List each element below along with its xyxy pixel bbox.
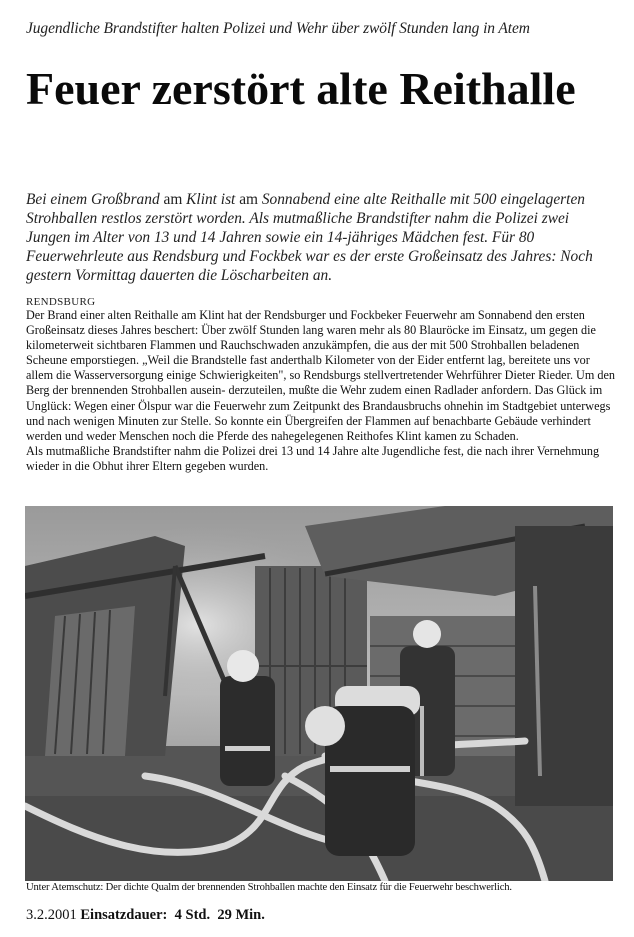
body-paragraph: Als mutmaßliche Brandstifter nahm die Polizei drei 13 und 14 Jahre alte Jugendliche fest, die nach ihrer Vernehmung wieder in die Obhut ihrer Eltern gegeben wurden. [26, 443, 600, 473]
lead-part: am [159, 191, 187, 208]
lead-part: am [235, 191, 262, 208]
body-paragraph: Der Brand einer alten Reithalle am Klint hat der Rendsburger und Fockbeker Feuerwehr am Sonnabend den ersten Großeinsatz dieses Jahres beschert: Über zwölf Stunden lang waren mehr als 80 Blauröcke im Einsatz, um gegen die kilometerweit sichtbaren Flammen und Rauchschwaden anzukämpfen, die aus der mit 500 Strohballen beladenen Scheune emporstiegen. „Weil die Brandstelle fast anderthalb Kilometer von der Eider entfernt lag, bereitete uns vor allem die Wasserversorgung einige Schwierigkeiten", so Rendsburgs stellvertretender Wehrführer Dieter Rieder. Um den Berg der brennenden Strohballen ausein- derzuteilen, mußte die Wehr zudem einen Radlader anfordern. Das Glück im Unglück: Wegen einer Ölspur war die Feuerwehr zum Zeitpunkt des Brandausbruchs ohnehin im Stadtgebiet unterwegs und nach wenigen Minuten zur Stelle. So konnte ein Übergreifen der Flammen auf benachbarte Gebäude verhindert werden und weder Menschen noch die Pferde des nahegelegenen Reithofes Klint kamen zu Schaden. [26, 308, 615, 443]
photo-illustration [25, 506, 613, 881]
lead-part: Bei einem Großbrand [26, 191, 160, 208]
article-kicker: Jugendliche Brandstifter halten Polizei und Wehr über zwölf Stunden lang in Atem [26, 20, 530, 37]
article-body [26, 308, 616, 474]
footer-date: 3.2.2001 [26, 907, 77, 923]
article-dateline: RENDSBURG [26, 296, 96, 308]
fire-scene-photo [25, 506, 613, 881]
article-headline: Feuer zerstört alte Reithalle [26, 63, 576, 114]
lead-part: Sonnabend eine alte Reithalle mit 500 eingelagerten Strohballen restlos zerstört worden. Als mutmaßliche Brandstifter nahm die Polizei zwei Jungen im Alter von 13 und 14 Jahren sowie ein 14-jähriges Mädchen fest. Für 80 Feuerwehrleute aus Rendsburg und Fockbek war es der erste Großeinsatz des Jahres: Noch gestern Vormittag dauerten die Löscharbeiten an. [26, 191, 593, 284]
footer-duration-value: 4 Std. 29 Min. [174, 907, 265, 923]
article-lead [26, 190, 606, 285]
lead-part: Klint ist [186, 191, 236, 208]
article-footer [26, 907, 265, 924]
photo-caption: Unter Atemschutz: Der dichte Qualm der brennenden Strohballen machte den Einsatz für die Feuerwehr beschwerlich. [26, 882, 512, 893]
footer-duration-label: Einsatzdauer: [80, 907, 168, 923]
